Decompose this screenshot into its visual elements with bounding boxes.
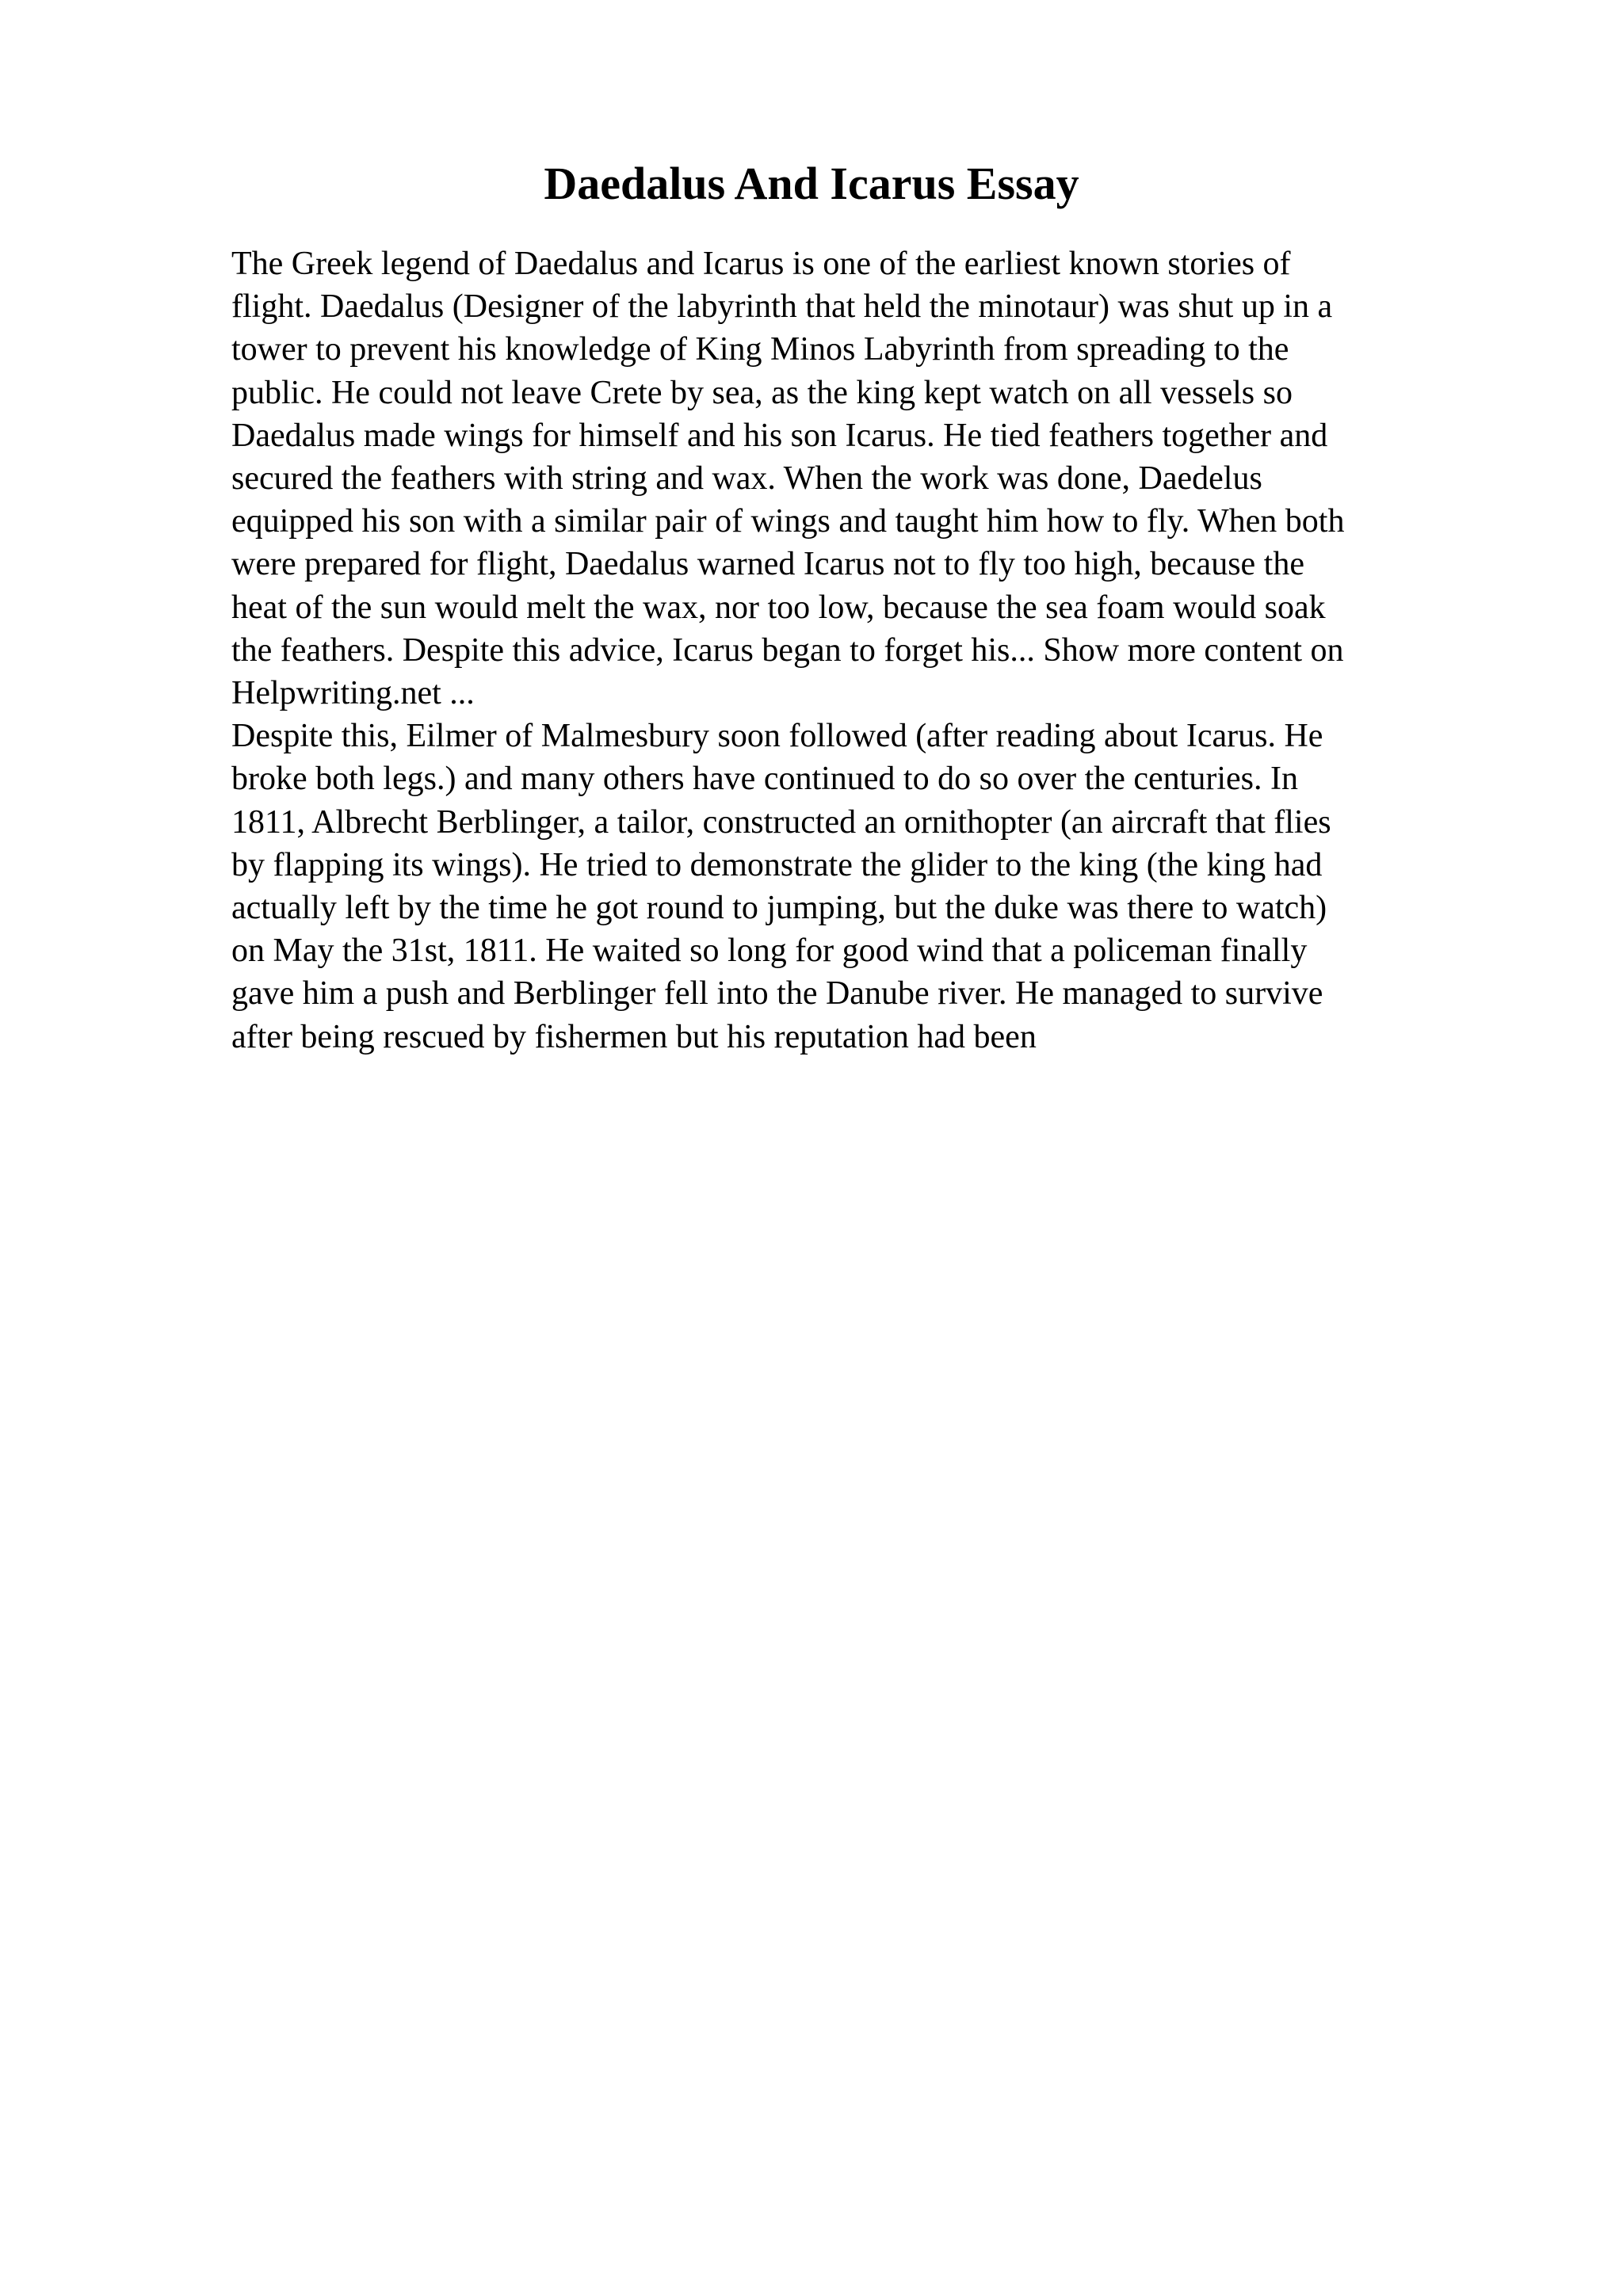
essay-line: public. He could not leave Crete by sea, as the king kept watch on all vessels so: [231, 374, 1293, 411]
essay-line: tower to prevent his knowledge of King Minos Labyrinth from spreading to the: [231, 331, 1289, 368]
essay-line: actually left by the time he got round to jumping, but the duke was there to watch): [231, 890, 1327, 927]
essay-line: equipped his son with a similar pair of wings and taught him how to fly. When both: [231, 503, 1345, 540]
essay-line: Helpwriting.net ...: [231, 675, 475, 712]
document-title: Daedalus And Icarus Essay: [544, 158, 1079, 209]
essay-line: gave him a push and Berblinger fell into the Danube river. He managed to survive: [231, 975, 1323, 1013]
essay-line: heat of the sun would melt the wax, nor too low, because the sea foam would soak: [231, 589, 1326, 626]
essay-line: on May the 31st, 1811. He waited so long for good wind that a policeman finally: [231, 933, 1308, 970]
essay-line: 1811, Albrecht Berblinger, a tailor, constructed an ornithopter (an aircraft that flies: [231, 803, 1331, 841]
essay-line: broke both legs.) and many others have continued to do so over the centuries. In: [231, 761, 1298, 798]
essay-line: Daedalus made wings for himself and his son Icarus. He tied feathers together and: [231, 417, 1328, 454]
essay-line: The Greek legend of Daedalus and Icarus is one of the earliest known stories of: [231, 246, 1291, 282]
essay-line: after being rescued by fishermen but his reputation had been: [231, 1018, 1037, 1055]
essay-line: Despite this, Eilmer of Malmesbury soon followed (after reading about Icarus. He: [231, 718, 1323, 755]
essay-body: [231, 242, 1499, 1058]
essay-line: were prepared for flight, Daedalus warned Icarus not to fly too high, because the: [231, 546, 1304, 583]
essay-line: flight. Daedalus (Designer of the labyrinth that held the minotaur) was shut up in a: [231, 288, 1333, 326]
essay-line: secured the feathers with string and wax. When the work was done, Daedelus: [231, 460, 1262, 498]
essay-line: the feathers. Despite this advice, Icarus began to forget his... Show more content on: [231, 631, 1344, 669]
essay-line: by flapping its wings). He tried to demonstrate the glider to the king (the king had: [231, 846, 1323, 883]
